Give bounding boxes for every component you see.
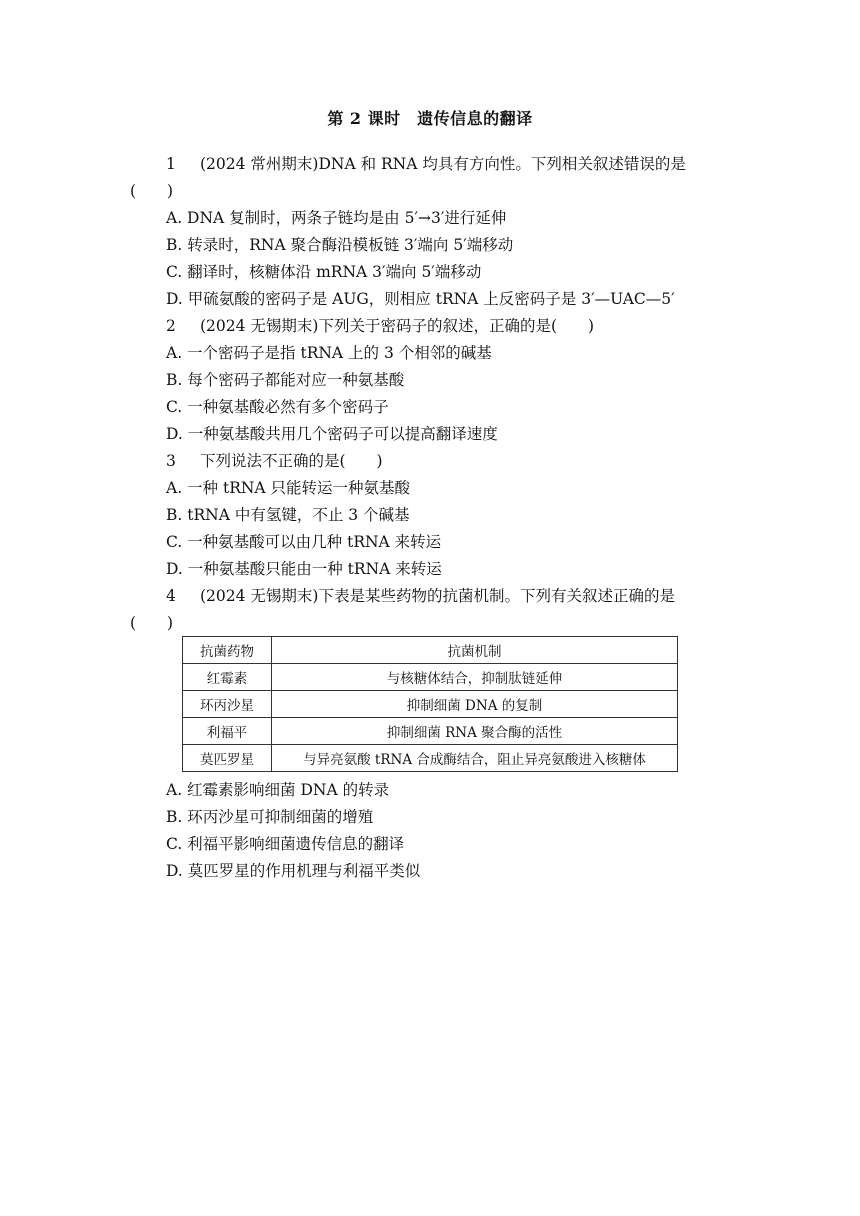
question-3-number: 3 [166,452,176,470]
question-4-option-a: A. 红霉素影响细菌 DNA 的转录 [166,781,390,799]
antibiotic-mechanism-table [182,636,678,772]
question-2-option-c: C. 一种氨基酸必然有多个密码子 [166,398,389,416]
question-3-option-d: D. 一种氨基酸只能由一种 tRNA 来转运 [166,560,442,578]
question-4-answer-blank: ( ) [130,614,174,632]
question-2-stem-text: (2024 无锡期末)下列关于密码子的叙述，正确的是( ) [200,317,595,335]
question-1-option-c: C. 翻译时，核糖体沿 mRNA 3′端向 5′端移动 [166,263,482,281]
question-2-stem [166,316,594,336]
question-1-stem-text: (2024 常州期末)DNA 和 RNA 均具有方向性。下列相关叙述错误的是 [200,155,686,173]
table-header-row [183,637,678,664]
table-header-cell: 抗菌药物 [183,637,272,664]
table-cell-mechanism: 与核糖体结合，抑制肽链延伸 [272,664,678,691]
question-4-stem-text: (2024 无锡期末)下表是某些药物的抗菌机制。下列有关叙述正确的是 [200,587,675,605]
table-cell-drug: 利福平 [183,718,272,745]
question-3-stem [166,451,383,471]
question-1-answer-blank: ( ) [130,182,174,200]
question-2-option-d: D. 一种氨基酸共用几个密码子可以提高翻译速度 [166,425,498,443]
table-row [183,691,678,718]
question-1-number: 1 [166,155,176,173]
question-2-number: 2 [166,317,176,335]
question-4-number: 4 [166,587,176,605]
question-4-stem [166,586,675,606]
table-row [183,664,678,691]
table-cell-drug: 红霉素 [183,664,272,691]
question-1-option-a: A. DNA 复制时，两条子链均是由 5′→3′进行延伸 [166,209,507,227]
table-cell-mechanism: 抑制细菌 DNA 的复制 [272,691,678,718]
table-row [183,745,678,772]
question-3-option-c: C. 一种氨基酸可以由几种 tRNA 来转运 [166,533,442,551]
table-header-cell: 抗菌机制 [272,637,678,664]
table-cell-drug: 环丙沙星 [183,691,272,718]
table-row [183,718,678,745]
table-cell-drug: 莫匹罗星 [183,745,272,772]
question-4-option-d: D. 莫匹罗星的作用机理与利福平类似 [166,862,421,880]
question-1-stem [166,154,686,174]
question-3-option-a: A. 一种 tRNA 只能转运一种氨基酸 [166,479,411,497]
table-cell-mechanism: 与异亮氨酸 tRNA 合成酶结合，阻止异亮氨酸进入核糖体 [272,745,678,772]
question-4-option-b: B. 环丙沙星可抑制细菌的增殖 [166,808,374,826]
question-2-option-b: B. 每个密码子都能对应一种氨基酸 [166,371,405,389]
question-3-option-b: B. tRNA 中有氢键，不止 3 个碱基 [166,506,410,524]
question-2-option-a: A. 一个密码子是指 tRNA 上的 3 个相邻的碱基 [166,344,492,362]
question-1-option-d: D. 甲硫氨酸的密码子是 AUG，则相应 tRNA 上反密码子是 3′—UAC—5′ [166,290,675,308]
page-title: 第 2 课时 遗传信息的翻译 [327,109,533,128]
question-3-stem-text: 下列说法不正确的是( ) [200,452,383,470]
question-4-option-c: C. 利福平影响细菌遗传信息的翻译 [166,835,405,853]
table-cell-mechanism: 抑制细菌 RNA 聚合酶的活性 [272,718,678,745]
question-1-option-b: B. 转录时，RNA 聚合酶沿模板链 3′端向 5′端移动 [166,236,514,254]
